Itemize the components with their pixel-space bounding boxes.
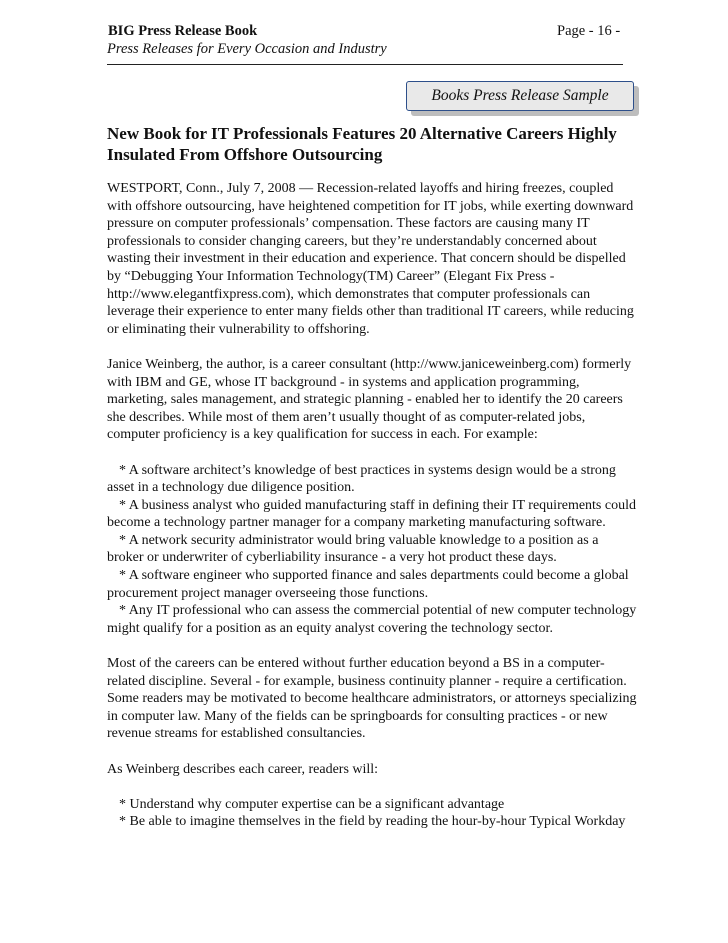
examples-list xyxy=(107,462,637,638)
header-page-number: Page - 16 - xyxy=(557,23,621,39)
paragraph-readers-intro: As Weinberg describes each career, readers will: xyxy=(107,761,379,777)
example-item: * A network security administrator would bring valuable knowledge to a position as a broker or underwriter of cyberliability insurance - a very hot product these days. xyxy=(107,532,599,566)
header-book-title: BIG Press Release Book xyxy=(108,23,258,39)
release-body xyxy=(107,180,637,849)
example-item: * A software architect’s knowledge of best practices in systems design would be a strong asset in a technology due diligence position. xyxy=(107,462,616,496)
example-item: * A software engineer who supported finance and sales departments could become a global procurement project manager overseeing those functions. xyxy=(107,568,629,601)
paragraph-intro: WESTPORT, Conn., July 7, 2008 — Recession-related layoffs and hiring freezes, coupled with offshore outsourcing, have heightened competition for IT jobs, while exerting downward pressure on computer professionals’ compensation. These factors are causing many IT professionals to consider changing careers, but they’re understandably concerned about wasting their investment in their education and experience. That concern should be dispelled by “Debugging Your Information Technology(TM) Career” (Elegant Fix Press - http://www.elegantfixpress.com), which demonstrates that computer professionals can leverage their experience to enter many fields other than traditional IT careers, while reducing or eliminating their vulnerability to offshoring. xyxy=(107,181,634,337)
header-subtitle: Press Releases for Every Occasion and Industry xyxy=(107,41,387,57)
example-item: * Any IT professional who can assess the commercial potential of new computer technology might qualify for a position as an equity analyst covering the technology sector. xyxy=(107,603,637,636)
header-divider xyxy=(107,64,623,65)
reader-points-list xyxy=(107,796,637,831)
paragraph-author: Janice Weinberg, the author, is a career consultant (http://www.janiceweinberg.com) formerly with IBM and GE, whose IT background - in systems and application programming, marketing, sales management, and strategic planning - enabled her to identify the 20 careers she describes. While most of them aren’t usually thought of as computer-related jobs, computer proficiency is a key qualification for success in each. For example: xyxy=(107,356,632,443)
release-headline: New Book for IT Professionals Features 20 Alternative Careers Highly Insulated From Offshore Outsourcing xyxy=(107,124,617,164)
example-item: * A business analyst who guided manufacturing staff in defining their IT requirements could become a technology partner manager for a company marketing manufacturing software. xyxy=(107,497,636,531)
reader-point-item: * Be able to imagine themselves in the field by reading the hour-by-hour Typical Workday xyxy=(119,814,626,830)
section-badge: Books Press Release Sample xyxy=(406,81,634,111)
paragraph-careers: Most of the careers can be entered without further education beyond a BS in a computer-related discipline. Several - for example, business continuity planner - require a certification. Some readers may be motivated to become healthcare administrators, or attorneys specializing in computer law. Many of the fields can be springboards for consulting practices - or new revenue streams for established consultancies. xyxy=(107,656,637,742)
reader-point-item: * Understand why computer expertise can be a significant advantage xyxy=(119,796,505,812)
